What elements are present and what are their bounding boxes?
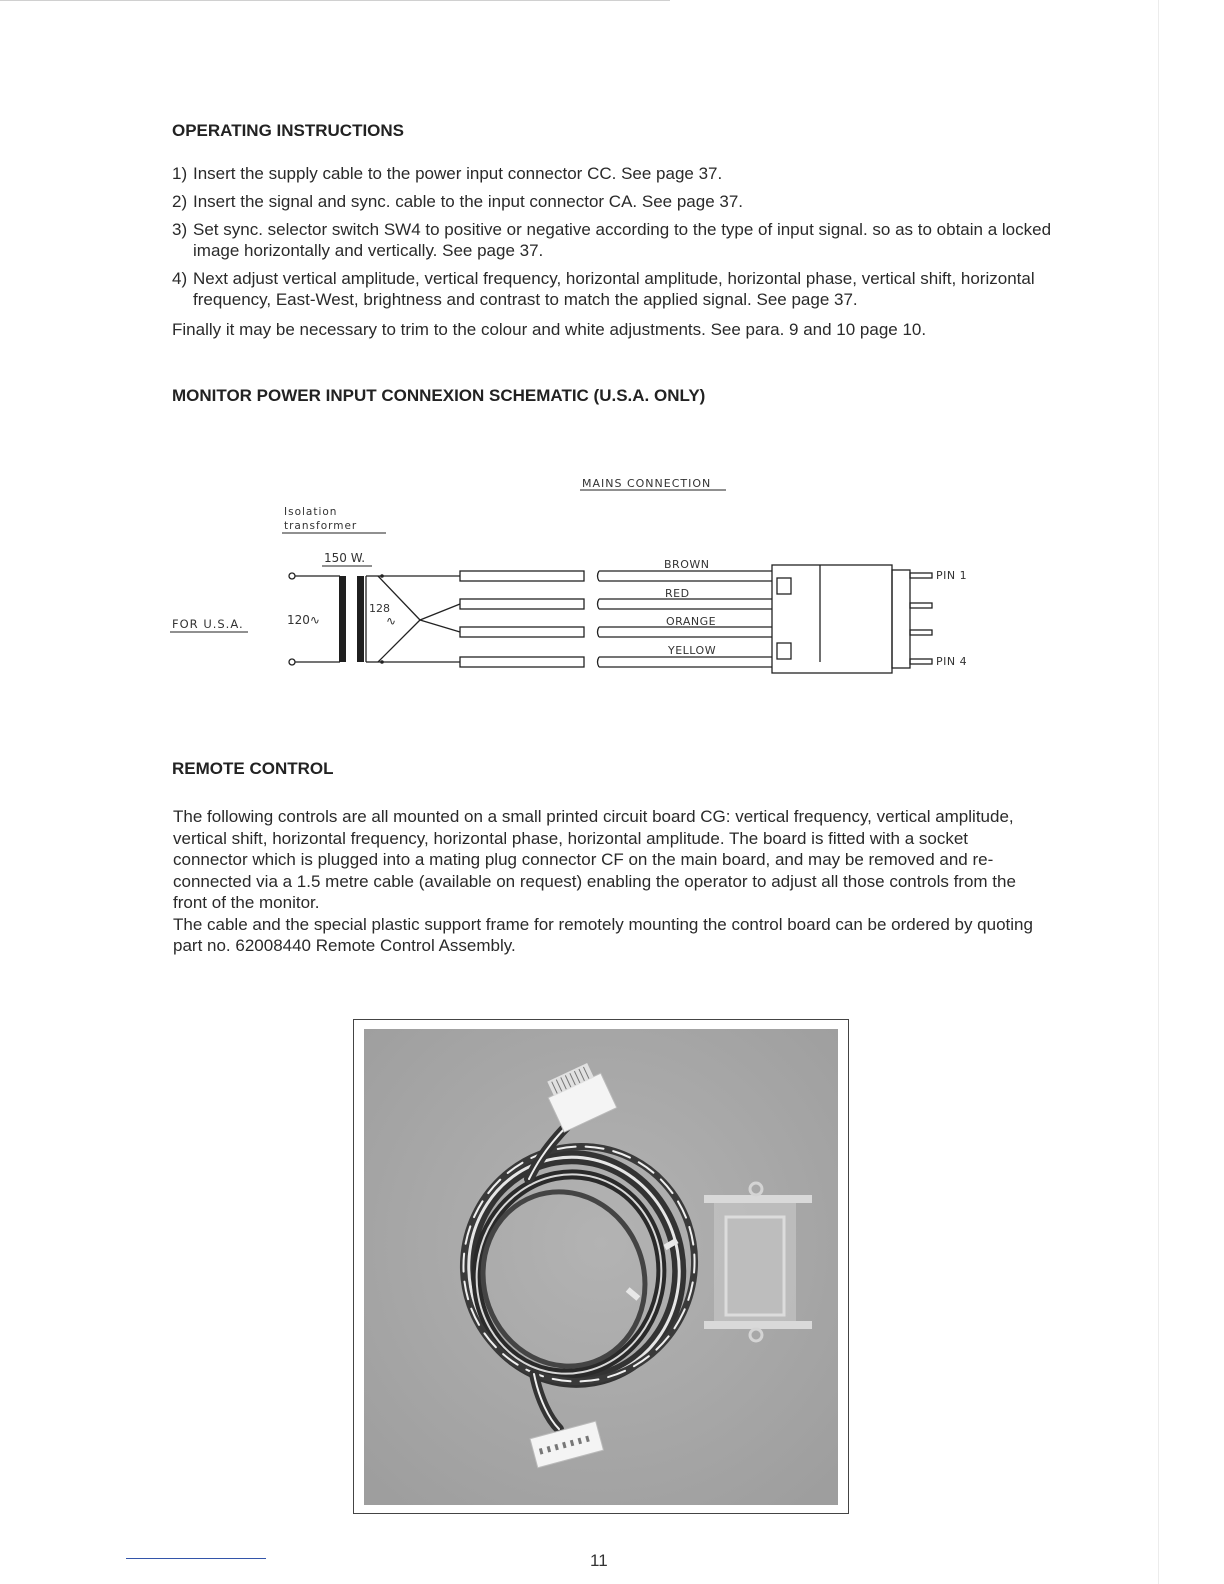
power-schematic-diagram	[160, 470, 1020, 690]
instruction-step: 1) Insert the supply cable to the power input connector CC. See page 37.	[172, 164, 723, 183]
remote-control-heading: REMOTE CONTROL	[172, 759, 334, 778]
operating-instructions-heading: OPERATING INSTRUCTIONS	[172, 121, 405, 140]
mains-connection-label: MAINS CONNECTION	[582, 477, 712, 490]
for-usa-label: FOR U.S.A.	[172, 617, 244, 631]
secondary-voltage-label: 128	[369, 602, 390, 615]
wire-label-yellow: YELLOW	[668, 644, 717, 657]
pin-4-label: PIN 4	[936, 655, 968, 668]
instruction-list	[172, 163, 1052, 317]
isolation-label: Isolation	[284, 506, 338, 518]
remote-assembly-photo	[364, 1029, 838, 1505]
footnote-line	[126, 1558, 266, 1559]
wire-label-orange: ORANGE	[666, 615, 717, 628]
wire-label-red: RED	[665, 587, 690, 600]
primary-voltage-label: 120∿	[287, 613, 320, 627]
right-edge-line	[1158, 0, 1159, 1584]
transformer-core-primary	[339, 576, 346, 662]
wire-label-brown: BROWN	[664, 558, 710, 571]
transformer-core-secondary	[357, 576, 364, 662]
remote-paragraph-1: The following controls are all mounted on a small printed circuit board CG: vertical frequency, vertical amplitude, vertical shift, horizontal frequency, horizontal phase, horizontal amplitude. The board is fitted with a socket connector which is plugged into a mating plug connector CF on the main board, and may be removed and re-connected via a 1.5 metre cable (available on request) enabling the operator to adjust all those controls from the front of the monitor.	[173, 807, 1016, 912]
remote-control-paragraph	[173, 806, 1043, 957]
instruction-step: 2) Insert the signal and sync. cable to the input connector CA. See page 37.	[172, 192, 744, 211]
page-number: 11	[590, 1551, 608, 1570]
power-rating-label: 150 W.	[324, 551, 366, 565]
remote-assembly-photo-frame	[353, 1019, 849, 1514]
transformer-label: transformer	[284, 520, 358, 532]
instruction-step: 4) Next adjust vertical amplitude, vertical frequency, horizontal amplitude, horizontal phase, vertical shift, horizontal frequency, East-West, brightness and contrast to match the applied signal. See page 37.	[172, 269, 1035, 309]
top-edge-line	[0, 0, 670, 1]
pin-1-label: PIN 1	[936, 569, 968, 582]
schematic-heading: MONITOR POWER INPUT CONNEXION SCHEMATIC (U.S.A. ONLY)	[172, 386, 706, 405]
ac-symbol: ∿	[386, 614, 397, 628]
remote-paragraph-2: The cable and the special plastic support frame for remotely mounting the control board can be ordered by quoting part no. 62008440 Remote Control Assembly.	[173, 914, 1033, 955]
finally-note: Finally it may be necessary to trim to the colour and white adjustments. See para. 9 and 10 page 10.	[172, 320, 927, 339]
instruction-step: 3) Set sync. selector switch SW4 to positive or negative according to the type of input signal. so as to obtain a locked image horizontally and vertically. See page 37.	[172, 220, 1052, 260]
